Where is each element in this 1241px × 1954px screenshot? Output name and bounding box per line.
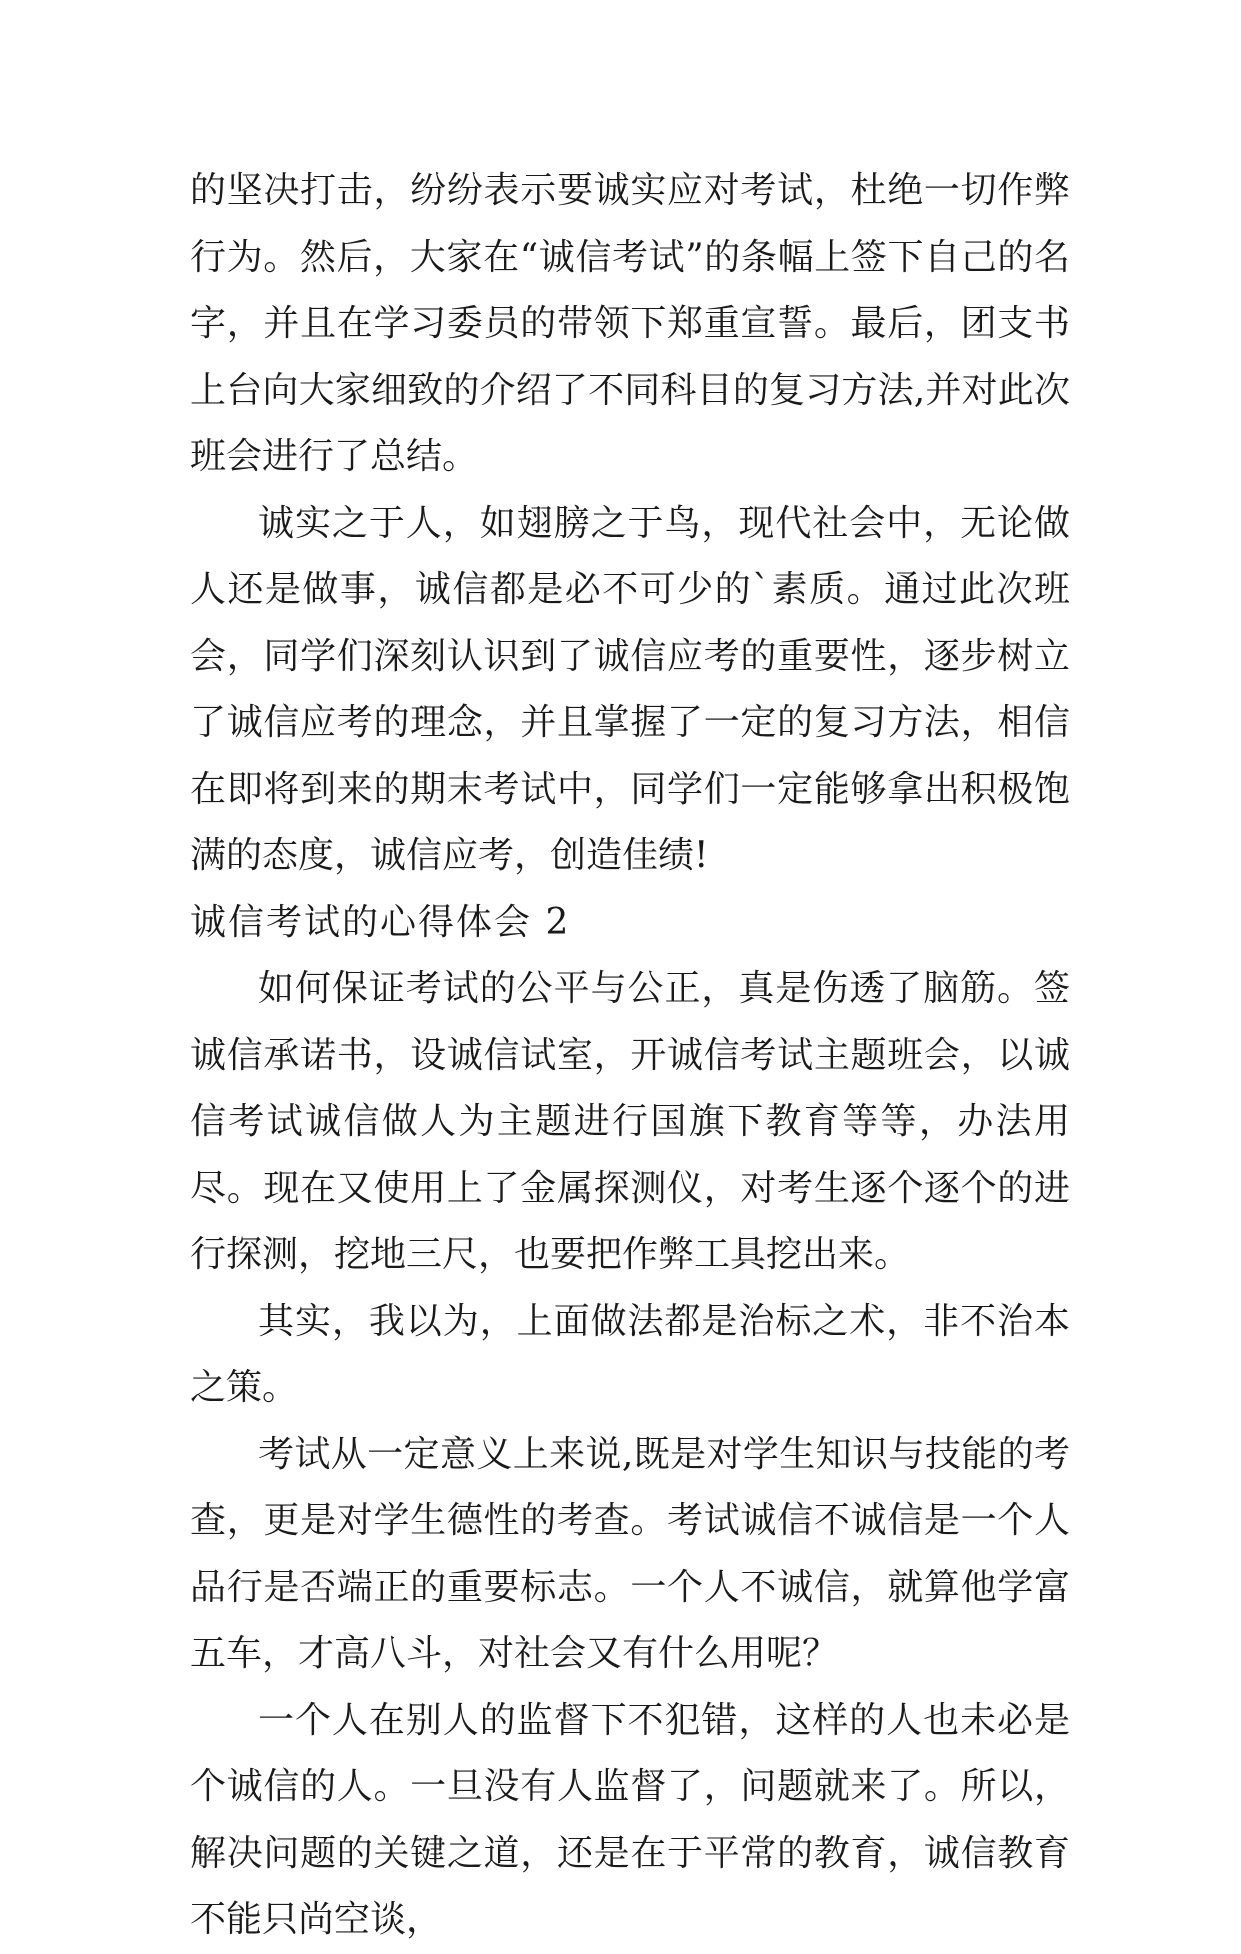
paragraph-opinion: 其实，我以为，上面做法都是治标之术，非不治本之策。 bbox=[190, 1300, 1070, 1408]
section-title: 诚信考试的心得体会 2 bbox=[190, 901, 571, 943]
paragraph-exam-fairness: 如何保证考试的公平与公正，真是伤透了脑筋。签诚信承诺书，设诚信试室，开诚信考试主题班会，以诚信考试诚信做人为主题进行国旗下教育等等，办法用尽。现在又使用上了金属探测仪，对考生逐个逐个的进行探测，挖地三尺，也要把作弊工具挖出来。 bbox=[190, 968, 1070, 1275]
document-body bbox=[190, 158, 1070, 1954]
paragraph-class-meeting-summary: 的坚决打击，纷纷表示要诚实应对考试，杜绝一切作弊行为。然后，大家在“诚信考试”的条幅上签下自己的名字，并且在学习委员的带领下郑重宣誓。最后，团支书上台向大家细致的介绍了不同科目的复习方法,并对此次班会进行了总结。 bbox=[190, 170, 1070, 477]
paragraph-exam-meaning: 考试从一定意义上来说,既是对学生知识与技能的考查，更是对学生德性的考查。考试诚信不诚信是一个人品行是否端正的重要标志。一个人不诚信，就算他学富五车，才高八斗，对社会又有什么用呢？ bbox=[190, 1433, 1070, 1674]
paragraph-integrity-conclusion: 诚实之于人，如翅膀之于鸟，现代社会中，无论做人还是做事，诚信都是必不可少的`素质。通过此次班会，同学们深刻认识到了诚信应考的重要性，逐步树立了诚信应考的理念，并且掌握了一定的复习方法，相信在即将到来的期末考试中，同学们一定能够拿出积极饱满的态度，诚信应考，创造佳绩! bbox=[190, 502, 1070, 876]
paragraph-supervision: 一个人在别人的监督下不犯错，这样的人也未必是个诚信的人。一旦没有人监督了，问题就来了。所以，解决问题的关键之道，还是在于平常的教育，诚信教育不能只尚空谈， bbox=[190, 1699, 1070, 1940]
